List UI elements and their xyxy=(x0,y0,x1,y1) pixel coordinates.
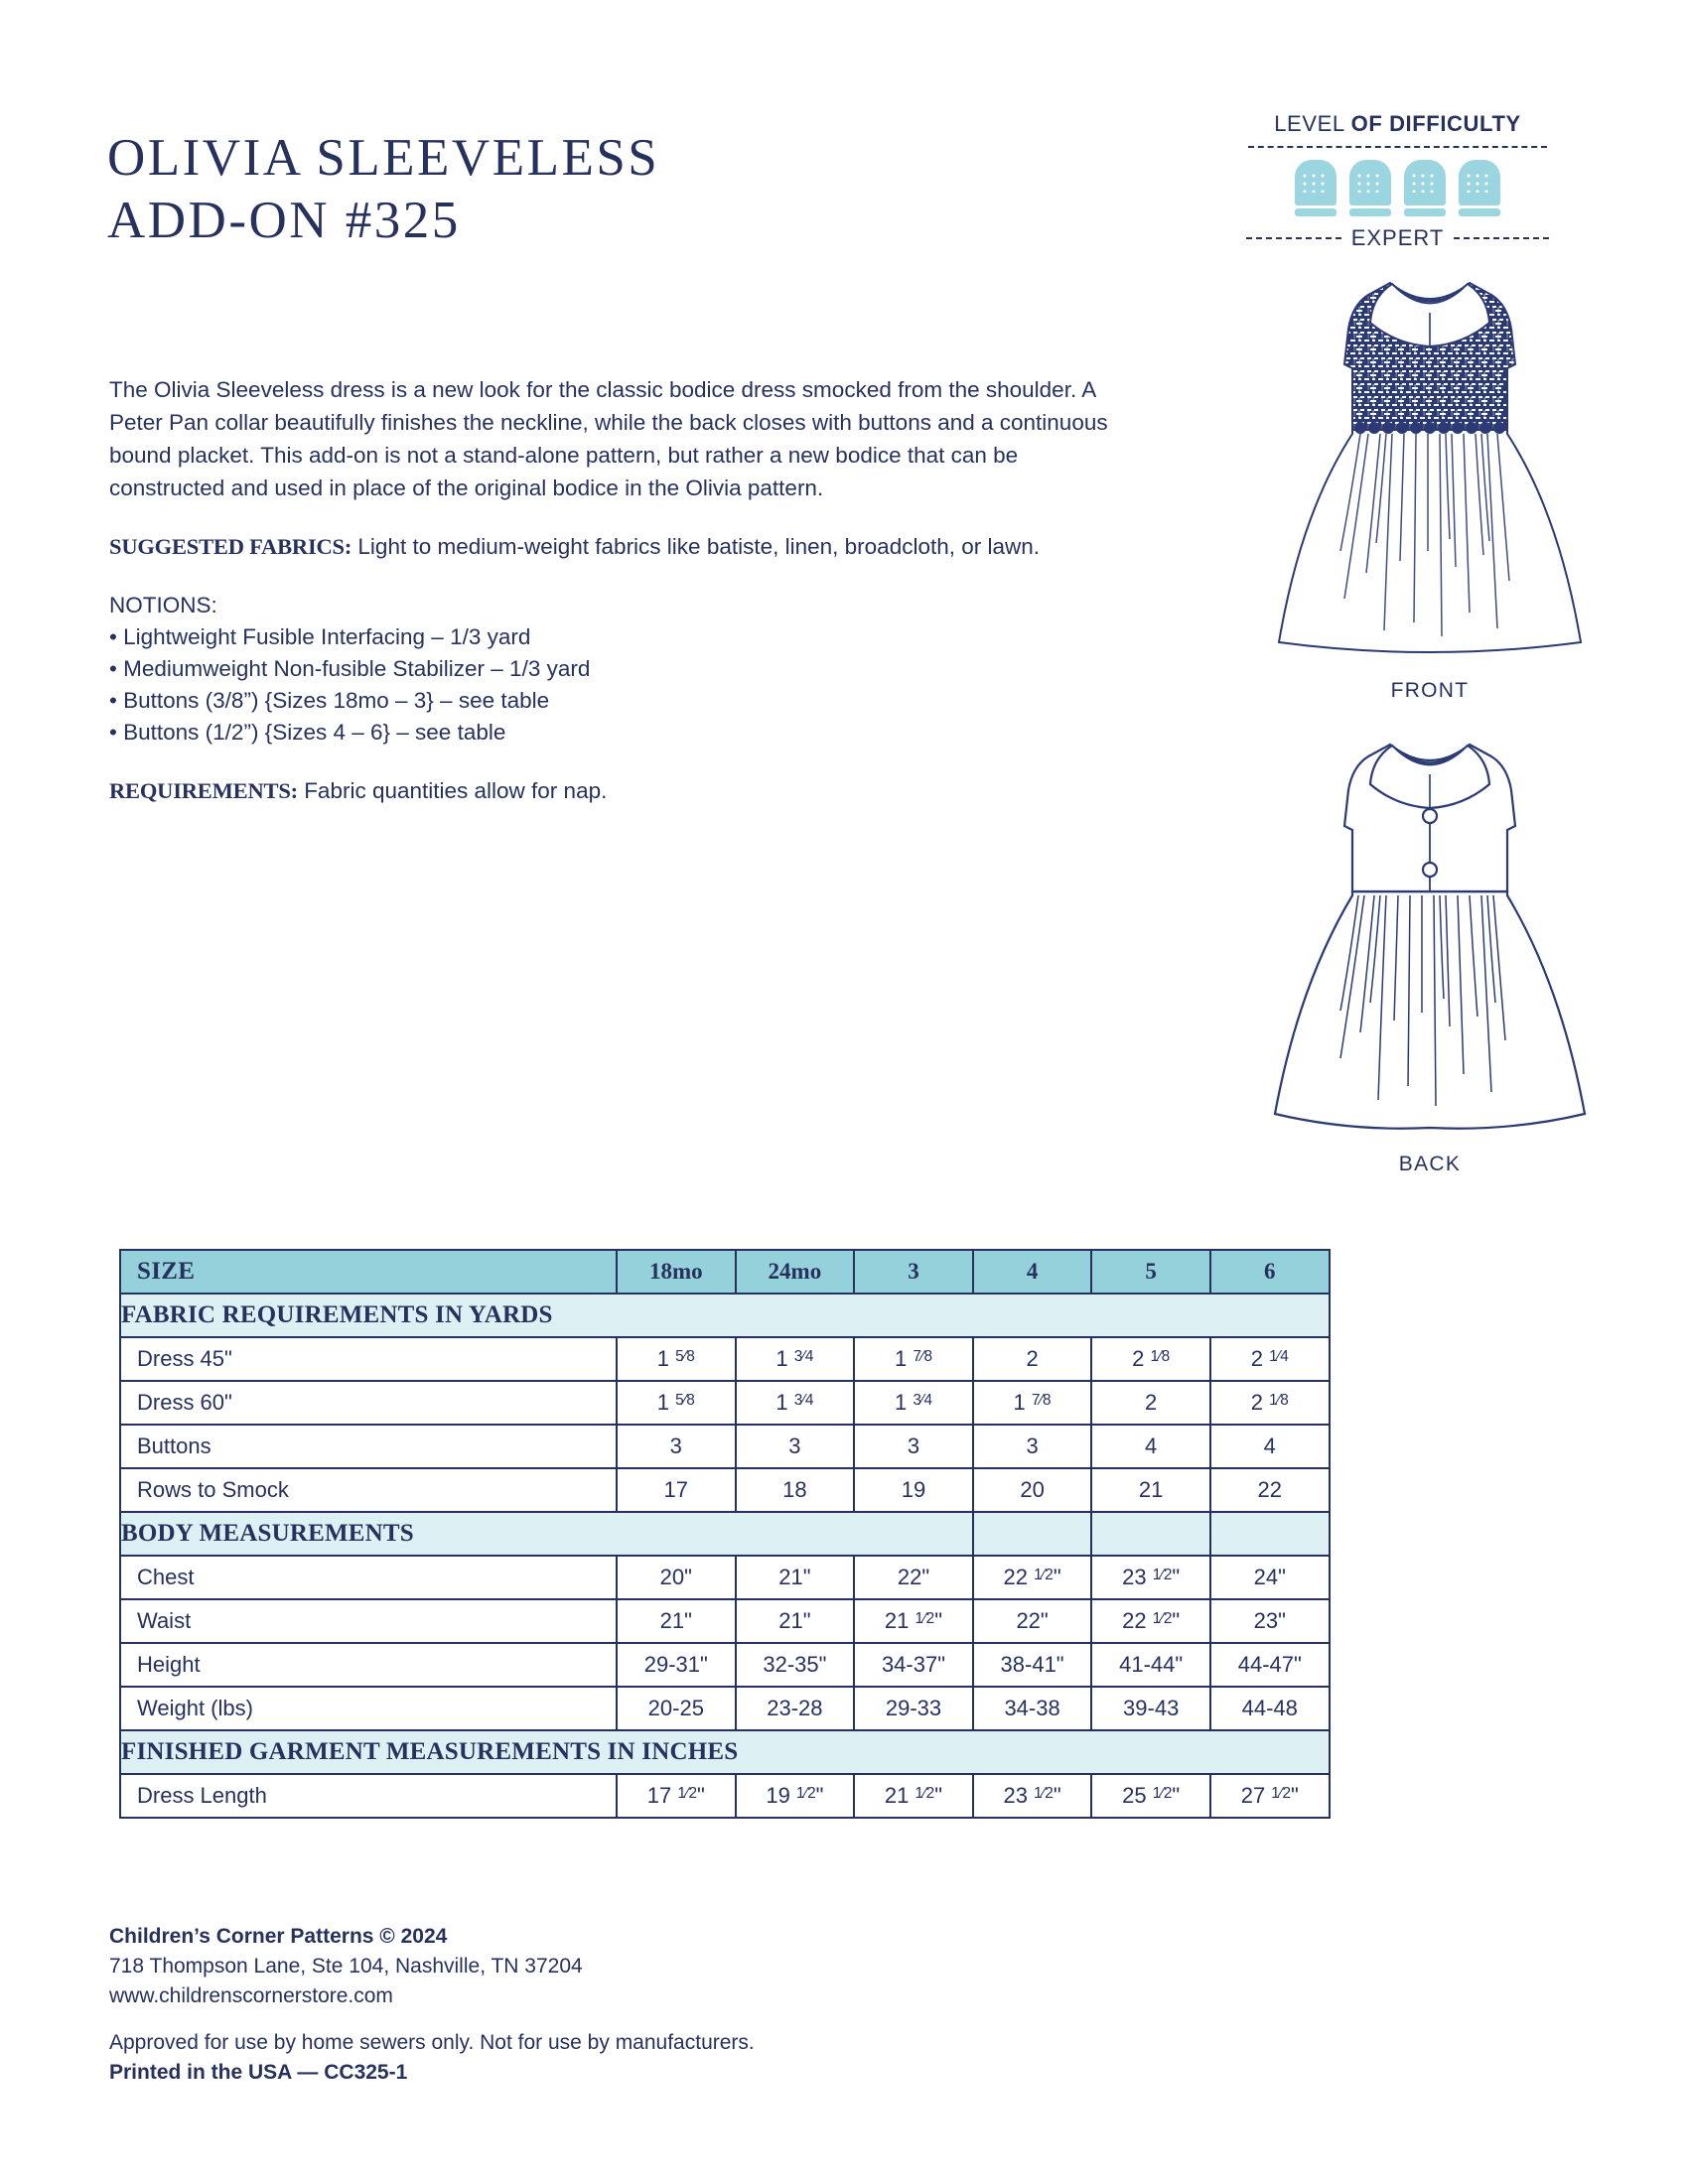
difficulty-divider-top xyxy=(1248,146,1547,148)
table-cell: 34-38 xyxy=(973,1687,1092,1730)
table-row xyxy=(120,1687,1330,1730)
table-cell: 22 xyxy=(1210,1468,1330,1512)
button-icon xyxy=(1423,809,1437,823)
table-cell: 23-28 xyxy=(736,1687,855,1730)
suggested-fabrics-text: Light to medium-weight fabrics like batiste, linen, broadcloth, or lawn. xyxy=(352,534,1041,560)
table-row xyxy=(120,1643,1330,1687)
table-cell: 2 1⁄4 xyxy=(1210,1337,1330,1381)
table-section-title: FINISHED GARMENT MEASUREMENTS IN INCHES xyxy=(120,1730,1330,1774)
difficulty-badge xyxy=(1246,111,1549,251)
table-row-label: Chest xyxy=(120,1556,617,1599)
table-cell: 44-47" xyxy=(1210,1643,1330,1687)
table-cell: 17 1⁄2" xyxy=(617,1774,736,1818)
title-line-2: ADD-ON #325 xyxy=(107,191,461,249)
table-header-size-5: 6 xyxy=(1210,1250,1330,1294)
table-row-label: Buttons xyxy=(120,1425,617,1468)
table-section-title: FABRIC REQUIREMENTS IN YARDS xyxy=(120,1294,1330,1337)
table-header-size-0: 18mo xyxy=(617,1250,736,1294)
table-cell: 3 xyxy=(617,1425,736,1468)
table-cell: 23 1⁄2" xyxy=(1091,1556,1210,1599)
table-cell: 25 1⁄2" xyxy=(1091,1774,1210,1818)
table-cell: 19 xyxy=(854,1468,973,1512)
back-view-caption: BACK xyxy=(1398,1153,1462,1175)
notions-label: NOTIONS: xyxy=(109,593,217,618)
table-section-blank xyxy=(1210,1512,1330,1556)
difficulty-level: EXPERT xyxy=(1350,225,1445,250)
table-row xyxy=(120,1337,1330,1381)
table-cell: 1 7⁄8 xyxy=(854,1337,973,1381)
footer xyxy=(109,1922,755,2088)
table-row-label: Rows to Smock xyxy=(120,1468,617,1512)
table-row xyxy=(120,1599,1330,1643)
thimble-rating xyxy=(1246,160,1549,216)
dress-back-illustration xyxy=(1241,717,1618,1144)
table-cell: 20" xyxy=(617,1556,736,1599)
table-cell: 2 xyxy=(1091,1381,1210,1425)
difficulty-heading-bold: OF DIFFICULTY xyxy=(1350,111,1521,136)
table-cell: 38-41" xyxy=(973,1643,1092,1687)
table-cell: 19 1⁄2" xyxy=(736,1774,855,1818)
table-cell: 2 1⁄8 xyxy=(1210,1381,1330,1425)
table-cell: 1 3⁄4 xyxy=(854,1381,973,1425)
table-section-row xyxy=(120,1730,1330,1774)
table-cell: 32-35" xyxy=(736,1643,855,1687)
table-section-blank xyxy=(1091,1512,1210,1556)
table-row-label: Waist xyxy=(120,1599,617,1643)
requirements-label: REQUIREMENTS: xyxy=(109,778,298,804)
table-cell: 21" xyxy=(736,1556,855,1599)
footer-company: Children’s Corner Patterns © 2024 xyxy=(109,1925,448,1948)
requirements-text: Fabric quantities allow for nap. xyxy=(297,778,608,804)
description-section xyxy=(109,373,1112,833)
notions-section xyxy=(109,589,1112,749)
dress-front-illustration xyxy=(1241,253,1618,670)
table-row xyxy=(120,1774,1330,1818)
table-body xyxy=(120,1250,1330,1818)
difficulty-heading xyxy=(1246,111,1549,137)
table-cell: 27 1⁄2" xyxy=(1210,1774,1330,1818)
table-row-label: Height xyxy=(120,1643,617,1687)
table-cell: 17 xyxy=(617,1468,736,1512)
table-header-size-1: 24mo xyxy=(736,1250,855,1294)
table-cell: 21 xyxy=(1091,1468,1210,1512)
footer-printed: Printed in the USA — CC325-1 xyxy=(109,2060,408,2084)
table-row xyxy=(120,1425,1330,1468)
difficulty-divider-right xyxy=(1454,237,1549,239)
size-chart-table xyxy=(119,1249,1329,1819)
table-cell: 24" xyxy=(1210,1556,1330,1599)
table-section-row xyxy=(120,1294,1330,1337)
suggested-fabrics-paragraph xyxy=(109,530,1112,563)
table-row-label: Dress 60" xyxy=(120,1381,617,1425)
table-cell: 21 1⁄2" xyxy=(854,1774,973,1818)
table-cell: 23" xyxy=(1210,1599,1330,1643)
table-cell: 20 xyxy=(973,1468,1092,1512)
table-row xyxy=(120,1468,1330,1512)
table-section-title: BODY MEASUREMENTS xyxy=(120,1512,973,1556)
list-item: • Buttons (1/2”) {Sizes 4 – 6} – see table xyxy=(109,720,506,746)
thimble-icon xyxy=(1295,160,1336,216)
table-cell: 3 xyxy=(973,1425,1092,1468)
table-cell: 1 3⁄4 xyxy=(736,1381,855,1425)
table-cell: 20-25 xyxy=(617,1687,736,1730)
table-cell: 29-33 xyxy=(854,1687,973,1730)
table-cell: 23 1⁄2" xyxy=(973,1774,1092,1818)
table-row xyxy=(120,1556,1330,1599)
title-line-1: OLIVIA SLEEVELESS xyxy=(107,129,660,187)
footer-website[interactable]: www.childrenscornerstore.com xyxy=(109,1984,393,2008)
table-header-size: SIZE xyxy=(120,1250,617,1294)
table-header-row xyxy=(120,1250,1330,1294)
table-cell: 4 xyxy=(1091,1425,1210,1468)
illustrations xyxy=(1221,253,1638,1176)
table-cell: 39-43 xyxy=(1091,1687,1210,1730)
table-cell: 1 5⁄8 xyxy=(617,1381,736,1425)
back-view-figure xyxy=(1221,717,1638,1176)
table-cell: 1 5⁄8 xyxy=(617,1337,736,1381)
list-item: • Buttons (3/8”) {Sizes 18mo – 3} – see table xyxy=(109,688,550,714)
thimble-icon xyxy=(1349,160,1391,216)
table-section-blank xyxy=(973,1512,1092,1556)
table-cell: 44-48 xyxy=(1210,1687,1330,1730)
table-cell: 22" xyxy=(973,1599,1092,1643)
notions-list xyxy=(109,621,1112,749)
table-row-label: Dress Length xyxy=(120,1774,617,1818)
table-header-size-4: 5 xyxy=(1091,1250,1210,1294)
front-view-figure xyxy=(1221,253,1638,703)
table-cell: 1 3⁄4 xyxy=(736,1337,855,1381)
footer-address: 718 Thompson Lane, Ste 104, Nashville, TN 37204 xyxy=(109,1955,583,1979)
table-header-size-3: 4 xyxy=(973,1250,1092,1294)
table-cell: 21" xyxy=(736,1599,855,1643)
table-cell: 2 xyxy=(973,1337,1092,1381)
table-row xyxy=(120,1381,1330,1425)
difficulty-level-row xyxy=(1246,225,1549,251)
description-paragraph: The Olivia Sleeveless dress is a new look for the classic bodice dress smocked from the shoulder. A Peter Pan collar beautifully finishes the neckline, while the back closes with buttons and a continuous bound placket. This add-on is not a stand-alone pattern, but rather a new bodice that can be constructed and used in place of the original bodice in the Olivia pattern. xyxy=(109,377,1108,501)
table-cell: 41-44" xyxy=(1091,1643,1210,1687)
table-cell: 3 xyxy=(854,1425,973,1468)
footer-approval: Approved for use by home sewers only. Not for use by manufacturers. xyxy=(109,2030,755,2054)
thimble-icon xyxy=(1404,160,1446,216)
table-cell: 2 1⁄8 xyxy=(1091,1337,1210,1381)
table-cell: 34-37" xyxy=(854,1643,973,1687)
table-cell: 22" xyxy=(854,1556,973,1599)
table-cell: 1 7⁄8 xyxy=(973,1381,1092,1425)
table-cell: 21" xyxy=(617,1599,736,1643)
page-title xyxy=(107,127,659,251)
list-item: • Lightweight Fusible Interfacing – 1/3 yard xyxy=(109,624,531,650)
table-cell: 22 1⁄2" xyxy=(973,1556,1092,1599)
table-cell: 21 1⁄2" xyxy=(854,1599,973,1643)
table-cell: 4 xyxy=(1210,1425,1330,1468)
table-row-label: Dress 45" xyxy=(120,1337,617,1381)
table-section-row xyxy=(120,1512,1330,1556)
table-cell: 29-31" xyxy=(617,1643,736,1687)
difficulty-heading-light: LEVEL xyxy=(1274,111,1351,136)
thimble-icon xyxy=(1459,160,1500,216)
table-cell: 18 xyxy=(736,1468,855,1512)
table-cell: 22 1⁄2" xyxy=(1091,1599,1210,1643)
table-header-size-2: 3 xyxy=(854,1250,973,1294)
list-item: • Mediumweight Non-fusible Stabilizer – 1/3 yard xyxy=(109,656,591,682)
requirements-paragraph xyxy=(109,774,1112,807)
table-row-label: Weight (lbs) xyxy=(120,1687,617,1730)
suggested-fabrics-label: SUGGESTED FABRICS: xyxy=(109,534,352,560)
button-icon xyxy=(1423,863,1437,877)
front-view-caption: FRONT xyxy=(1390,679,1470,702)
difficulty-divider-left xyxy=(1246,237,1341,239)
table-cell: 3 xyxy=(736,1425,855,1468)
